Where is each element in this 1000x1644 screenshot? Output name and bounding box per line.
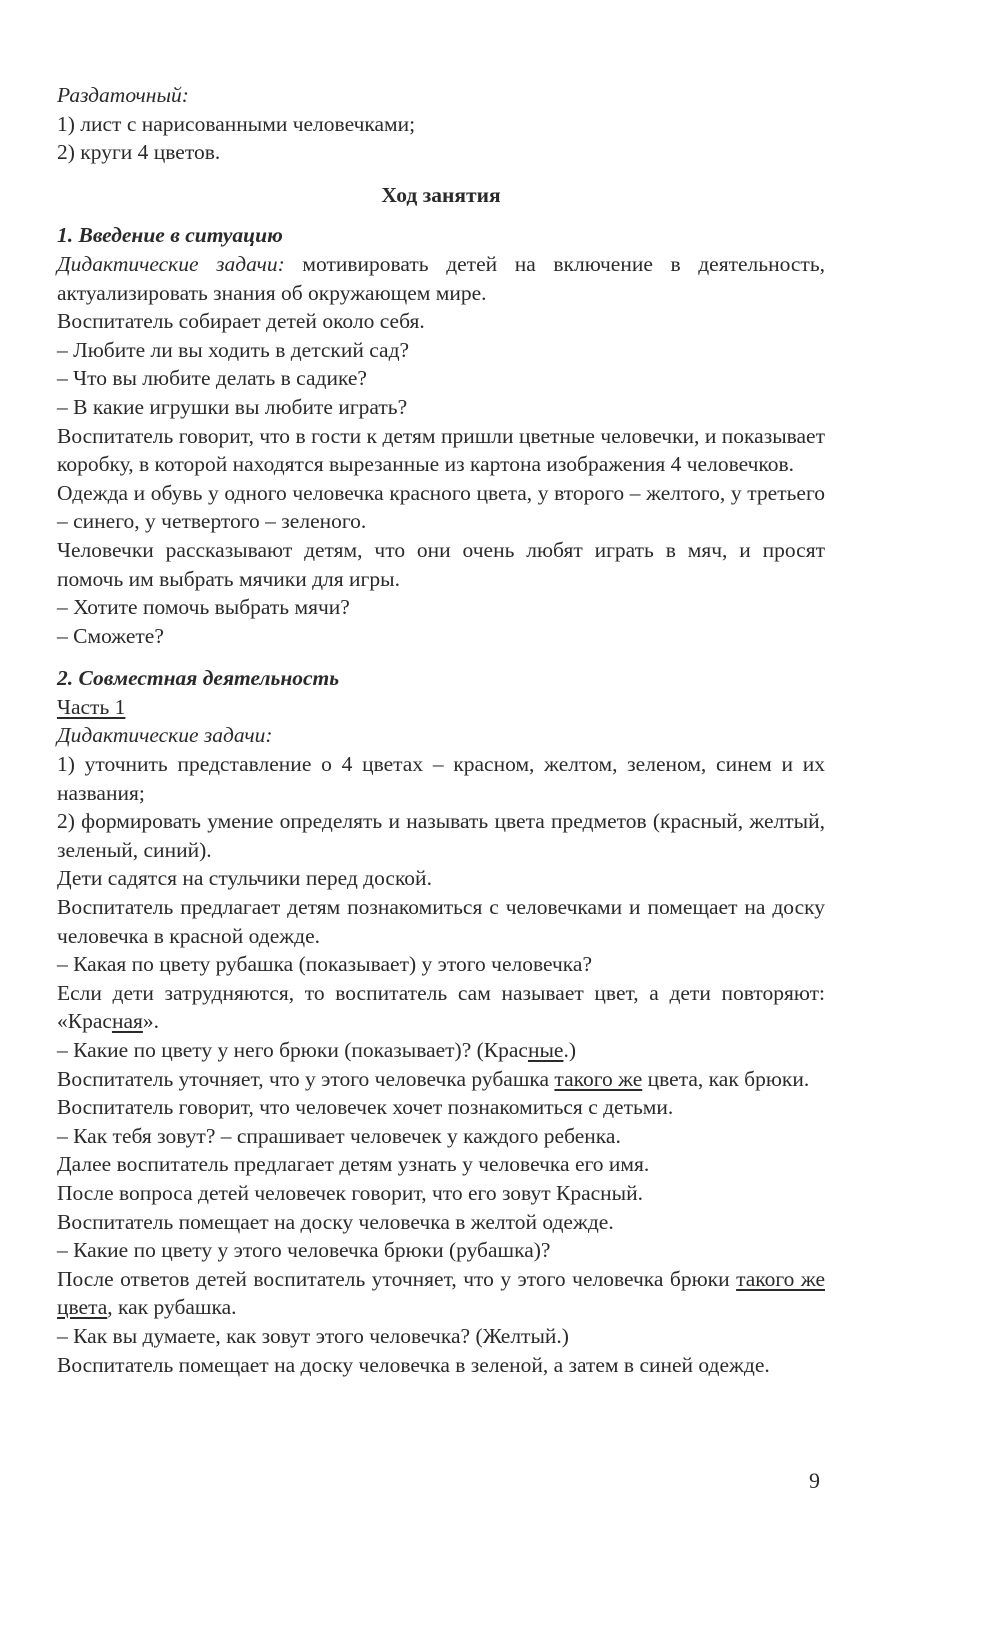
section1-paragraph: – В какие игрушки вы любите играть? bbox=[57, 394, 408, 419]
section2-part-label: Часть 1 bbox=[57, 694, 126, 719]
section2-task-2: 2) формировать умение определять и называть цвета предметов (красный, желтый, зеленый, синий). bbox=[57, 809, 825, 862]
page-content bbox=[57, 81, 825, 1379]
materials-item-1: 1) лист с нарисованными человечками; bbox=[57, 111, 416, 136]
section2-paragraph: Дети садятся на стульчики перед доской. bbox=[57, 866, 432, 891]
text-run: Воспитатель уточняет, что у этого человечка рубашка bbox=[57, 1066, 555, 1091]
section1-tasks bbox=[57, 250, 825, 307]
section2-paragraph: Воспитатель помещает на доску человечка в зеленой, а затем в синей одежде. bbox=[57, 1352, 770, 1377]
section2-paragraph bbox=[57, 979, 825, 1036]
section2-paragraph bbox=[57, 1036, 825, 1065]
section1-paragraph: Воспитатель говорит, что в гости к детям пришли цветные человечки, и показывает коробку, в которой находятся вырезанные из картона изображения 4 человечков. bbox=[57, 423, 825, 477]
section2-task-1: 1) уточнить представление о 4 цветах – красном, желтом, зеленом, синем и их названия; bbox=[57, 752, 825, 805]
underlined-run: ные bbox=[527, 1038, 564, 1062]
section1-paragraph: Человечки рассказывают детям, что они очень любят играть в мяч, и просят помочь им выбрать мячики для игры. bbox=[57, 537, 825, 591]
text-run: цвета, как брюки. bbox=[642, 1066, 810, 1091]
section1-paragraph: Одежда и обувь у одного человечка красного цвета, у второго – желтого, у третьего – синего, у четвертого – зеленого. bbox=[57, 480, 825, 534]
section2-tasks-label: Дидактические задачи: bbox=[57, 723, 273, 748]
section2-paragraph: – Какие по цвету у этого человечка брюки (рубашка)? bbox=[57, 1238, 551, 1263]
section2-paragraph: Далее воспитатель предлагает детям узнать у человечка его имя. bbox=[57, 1152, 650, 1177]
page-number: 9 bbox=[809, 1468, 820, 1493]
text-run: После ответов детей воспитатель уточняет, что у этого человечка брюки bbox=[57, 1266, 737, 1291]
text-run: – Какие по цвету у него брюки (показывает)? (Крас bbox=[57, 1038, 528, 1062]
section2-paragraph: После вопроса детей человечек говорит, что его зовут Красный. bbox=[57, 1180, 644, 1205]
materials-item-2: 2) круги 4 цветов. bbox=[57, 140, 221, 165]
section1-paragraph: – Сможете? bbox=[57, 623, 164, 648]
section1-tasks-text: мотивировать детей на включение в деятельность, актуализировать знания об окружающем мире. bbox=[57, 251, 825, 305]
section2-paragraph: – Как тебя зовут? – спрашивает человечек у каждого ребенка. bbox=[57, 1123, 621, 1148]
section1-paragraph: – Что вы любите делать в садике? bbox=[57, 366, 367, 391]
text-run: .) bbox=[563, 1038, 577, 1062]
section2-paragraph: – Как вы думаете, как зовут этого человечка? (Желтый.) bbox=[57, 1323, 569, 1348]
materials-label: Раздаточный: bbox=[57, 83, 189, 107]
section2-paragraph: Воспитатель предлагает детям познакомиться с человечками и помещает на доску человечка в красной одежде. bbox=[57, 895, 825, 948]
underlined-run: такого же bbox=[554, 1066, 643, 1091]
section2-title: 2. Совместная деятельность bbox=[57, 666, 340, 691]
section1-tasks-label: Дидактические задачи: bbox=[57, 251, 285, 276]
section2-paragraph: Воспитатель помещает на доску человечка в желтой одежде. bbox=[57, 1209, 614, 1234]
section2-paragraph bbox=[57, 1065, 825, 1094]
text-run: , как рубашка. bbox=[107, 1295, 237, 1320]
section1-title: 1. Введение в ситуацию bbox=[57, 223, 283, 248]
underlined-run: ная bbox=[111, 1009, 143, 1034]
section2-paragraph: – Какая по цвету рубашка (показывает) у этого человечка? bbox=[57, 952, 593, 977]
section2-paragraph bbox=[57, 1265, 825, 1322]
text-run: ». bbox=[142, 1009, 160, 1034]
text-run: Если дети затрудняются, то воспитатель сам называет цвет, а дети повторяют: «Крас bbox=[57, 980, 825, 1034]
section1-paragraph: Воспитатель собирает детей около себя. bbox=[57, 309, 425, 334]
underlined-run: такого же цвета bbox=[57, 1266, 826, 1320]
section1-paragraph: – Хотите помочь выбрать мячи? bbox=[57, 595, 350, 620]
section1-paragraph: – Любите ли вы ходить в детский сад? bbox=[57, 337, 410, 362]
section2-part bbox=[57, 693, 825, 722]
lesson-heading: Ход занятия bbox=[381, 182, 501, 207]
section2-paragraph: Воспитатель говорит, что человечек хочет познакомиться с детьми. bbox=[57, 1095, 674, 1120]
